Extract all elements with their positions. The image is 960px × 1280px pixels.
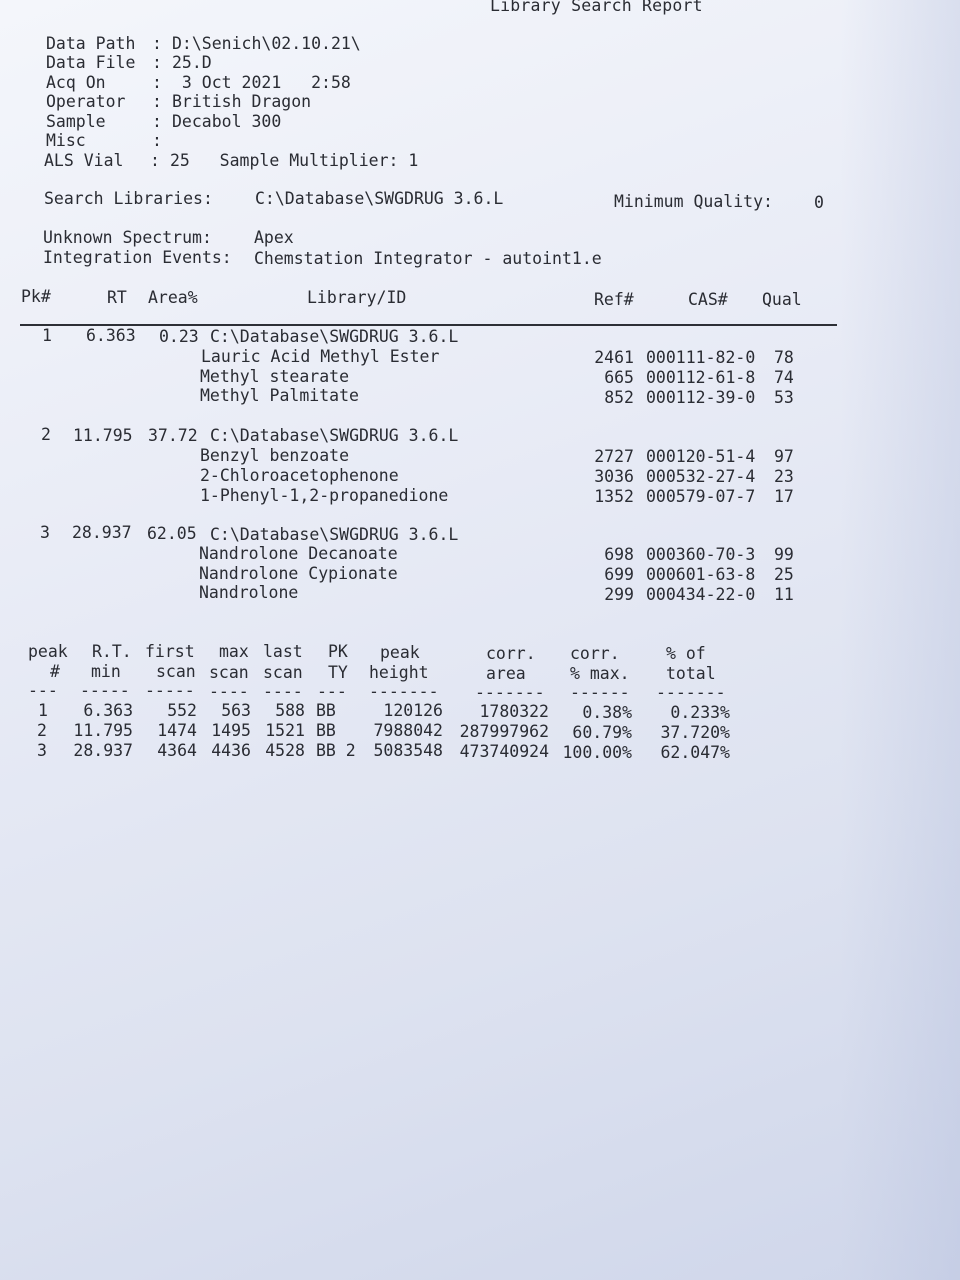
peak-area: 0.23 bbox=[159, 327, 199, 346]
int-header: % max. bbox=[570, 664, 630, 683]
integration-events-value: Chemstation Integrator - autoint1.e bbox=[254, 249, 602, 268]
int-cell-peak: 1 bbox=[38, 701, 48, 720]
min-quality-value: 0 bbox=[814, 193, 824, 212]
meta-label: Sample bbox=[46, 112, 106, 131]
hit-cas: 000434-22-0 bbox=[646, 585, 756, 604]
min-quality-label: Minimum Quality: bbox=[614, 192, 773, 211]
meta-value: Decabol 300 bbox=[172, 112, 282, 131]
hit-name: Lauric Acid Methyl Ester bbox=[201, 347, 440, 366]
int-header: peak bbox=[28, 642, 68, 661]
meta-label: Operator bbox=[46, 92, 126, 111]
hit-name: 2-Chloroacetophenone bbox=[200, 466, 399, 485]
search-libraries-label: Search Libraries: bbox=[44, 189, 213, 208]
hit-cas: 000112-39-0 bbox=[646, 388, 756, 407]
int-cell-rt: 11.795 bbox=[73, 721, 133, 740]
hits-header-pk: Pk# bbox=[21, 287, 51, 306]
int-dash: ---- bbox=[209, 682, 249, 701]
hit-ref: 699 bbox=[604, 565, 634, 584]
hits-header-library: Library/ID bbox=[307, 288, 407, 307]
peak-area: 62.05 bbox=[147, 524, 197, 543]
int-header: min bbox=[91, 662, 121, 681]
int-header: height bbox=[369, 663, 429, 682]
meta-label: Acq On bbox=[46, 73, 106, 92]
int-dash: ----- bbox=[145, 681, 195, 700]
hit-ref: 852 bbox=[604, 388, 634, 407]
hit-cas: 000532-27-4 bbox=[646, 467, 756, 486]
hit-ref: 299 bbox=[604, 585, 634, 604]
int-dash: ------- bbox=[369, 682, 439, 701]
meta-row-operator bbox=[46, 92, 746, 112]
peak-library: C:\Database\SWGDRUG 3.6.L bbox=[210, 426, 459, 445]
meta-colon: : bbox=[152, 73, 162, 92]
hit-name: Nandrolone Decanoate bbox=[199, 544, 398, 563]
hit-qual: 23 bbox=[774, 467, 794, 486]
hit-name: Benzyl benzoate bbox=[200, 446, 350, 465]
hit-qual: 53 bbox=[774, 388, 794, 407]
hits-header-qual: Qual bbox=[762, 290, 802, 309]
int-cell-first: 4364 bbox=[157, 741, 197, 760]
int-cell-rt: 28.937 bbox=[73, 741, 133, 760]
int-cell-peak: 2 bbox=[37, 721, 47, 740]
int-cell-type: BB bbox=[316, 701, 336, 720]
meta-row-sample bbox=[46, 112, 746, 132]
hit-name: Nandrolone bbox=[199, 583, 299, 602]
int-dash: --- bbox=[28, 681, 58, 700]
hit-cas: 000601-63-8 bbox=[646, 565, 756, 584]
hit-qual: 25 bbox=[774, 565, 794, 584]
int-header: first bbox=[145, 642, 195, 661]
meta-colon: : bbox=[152, 53, 162, 72]
hit-name: Methyl stearate bbox=[200, 367, 350, 386]
hit-cas: 000120-51-4 bbox=[646, 447, 756, 466]
meta-colon: : bbox=[152, 131, 162, 150]
meta-value: 25.D bbox=[172, 53, 212, 72]
int-cell-type: BB 2 bbox=[316, 741, 356, 760]
peak-library: C:\Database\SWGDRUG 3.6.L bbox=[210, 327, 459, 346]
int-cell-pct-total: 37.720% bbox=[660, 723, 730, 742]
int-header: corr. bbox=[570, 644, 620, 663]
int-header: scan bbox=[263, 663, 303, 682]
int-cell-pct-total: 0.233% bbox=[670, 703, 730, 722]
meta-colon: : bbox=[152, 34, 162, 53]
int-header: PK bbox=[328, 642, 348, 661]
hit-ref: 2461 bbox=[594, 348, 634, 367]
meta-row-data-path bbox=[46, 34, 746, 54]
meta-colon: : bbox=[150, 151, 160, 170]
hit-qual: 99 bbox=[774, 545, 794, 564]
int-dash: ----- bbox=[80, 681, 130, 700]
meta-row-data-file bbox=[46, 53, 746, 73]
paper-shadow bbox=[840, 0, 960, 1280]
meta-value: 3 Oct 2021 2:58 bbox=[172, 73, 351, 92]
int-header: max bbox=[219, 642, 249, 661]
int-cell-height: 120126 bbox=[383, 701, 443, 720]
meta-value: D:\Senich\02.10.21\ bbox=[172, 34, 361, 53]
meta-label: ALS Vial bbox=[44, 151, 124, 170]
int-header: scan bbox=[209, 663, 249, 682]
hits-header-ref: Ref# bbox=[594, 290, 634, 309]
peak-number: 3 bbox=[40, 523, 50, 542]
int-cell-first: 1474 bbox=[157, 721, 197, 740]
int-cell-pct-max: 60.79% bbox=[572, 723, 632, 742]
int-cell-max: 563 bbox=[221, 701, 251, 720]
hit-ref: 2727 bbox=[594, 447, 634, 466]
int-cell-first: 552 bbox=[167, 701, 197, 720]
hit-cas: 000579-07-7 bbox=[646, 487, 756, 506]
int-cell-pct-max: 100.00% bbox=[562, 743, 632, 762]
integration-events-label: Integration Events: bbox=[43, 248, 232, 267]
int-header: peak bbox=[380, 643, 420, 662]
int-cell-pct-total: 62.047% bbox=[660, 743, 730, 762]
peak-area: 37.72 bbox=[148, 426, 198, 445]
int-header: % of bbox=[666, 644, 706, 663]
int-cell-pct-max: 0.38% bbox=[582, 703, 632, 722]
hits-header-rt: RT bbox=[107, 288, 127, 307]
int-header: area bbox=[486, 664, 526, 683]
meta-label: Data Path bbox=[46, 34, 136, 53]
meta-value: British Dragon bbox=[172, 92, 312, 111]
hits-header-area: Area% bbox=[148, 288, 198, 307]
int-dash: ------- bbox=[475, 683, 545, 702]
int-dash: ---- bbox=[263, 682, 303, 701]
peak-number: 2 bbox=[41, 425, 51, 444]
int-cell-last: 588 bbox=[275, 701, 305, 720]
int-cell-peak: 3 bbox=[37, 741, 47, 760]
meta-row-als-vial bbox=[44, 151, 744, 171]
hit-name: 1-Phenyl-1,2-propanedione bbox=[200, 486, 449, 505]
int-cell-rt: 6.363 bbox=[83, 701, 133, 720]
hit-ref: 698 bbox=[604, 545, 634, 564]
int-cell-last: 4528 bbox=[265, 741, 305, 760]
int-header: R.T. bbox=[92, 642, 132, 661]
meta-value: 25 Sample Multiplier: 1 bbox=[170, 151, 419, 170]
hits-header-cas: CAS# bbox=[688, 290, 728, 309]
int-cell-last: 1521 bbox=[265, 721, 305, 740]
int-header: corr. bbox=[486, 644, 536, 663]
search-libraries-value: C:\Database\SWGDRUG 3.6.L bbox=[255, 189, 504, 208]
int-dash: --- bbox=[317, 682, 347, 701]
meta-label: Data File bbox=[46, 53, 136, 72]
meta-colon: : bbox=[152, 112, 162, 131]
hit-qual: 97 bbox=[774, 447, 794, 466]
unknown-spectrum-value: Apex bbox=[254, 228, 294, 247]
meta-row-acq-on bbox=[46, 73, 746, 93]
peak-rt: 11.795 bbox=[73, 426, 133, 445]
int-cell-area: 287997962 bbox=[459, 722, 549, 741]
int-cell-area: 473740924 bbox=[459, 742, 549, 761]
hit-cas: 000112-61-8 bbox=[646, 368, 756, 387]
meta-colon: : bbox=[152, 92, 162, 111]
int-header: total bbox=[666, 664, 716, 683]
hit-ref: 665 bbox=[604, 368, 634, 387]
int-header: last bbox=[263, 642, 303, 661]
meta-row-misc bbox=[46, 131, 746, 151]
int-cell-area: 1780322 bbox=[479, 702, 549, 721]
int-header: TY bbox=[328, 663, 348, 682]
int-dash: ------ bbox=[570, 683, 630, 702]
report-title: Library Search Report bbox=[490, 0, 703, 15]
int-cell-max: 1495 bbox=[211, 721, 251, 740]
peak-number: 1 bbox=[42, 326, 52, 345]
int-header: # bbox=[50, 662, 60, 681]
peak-library: C:\Database\SWGDRUG 3.6.L bbox=[210, 525, 459, 544]
int-cell-type: BB bbox=[316, 721, 336, 740]
hit-qual: 74 bbox=[774, 368, 794, 387]
header-rule bbox=[20, 324, 837, 326]
peak-rt: 28.937 bbox=[72, 523, 132, 542]
unknown-spectrum-label: Unknown Spectrum: bbox=[43, 228, 212, 247]
int-header: scan bbox=[156, 662, 196, 681]
hit-ref: 3036 bbox=[594, 467, 634, 486]
int-dash: ------- bbox=[656, 683, 726, 702]
hit-qual: 11 bbox=[774, 585, 794, 604]
int-cell-max: 4436 bbox=[211, 741, 251, 760]
hit-name: Methyl Palmitate bbox=[200, 386, 359, 405]
peak-rt: 6.363 bbox=[86, 326, 136, 345]
hit-cas: 000111-82-0 bbox=[646, 348, 756, 367]
hit-qual: 78 bbox=[774, 348, 794, 367]
meta-label: Misc bbox=[46, 131, 86, 150]
hit-qual: 17 bbox=[774, 487, 794, 506]
int-cell-height: 7988042 bbox=[373, 721, 443, 740]
int-cell-height: 5083548 bbox=[373, 741, 443, 760]
hit-cas: 000360-70-3 bbox=[646, 545, 756, 564]
hit-name: Nandrolone Cypionate bbox=[199, 564, 398, 583]
hit-ref: 1352 bbox=[594, 487, 634, 506]
